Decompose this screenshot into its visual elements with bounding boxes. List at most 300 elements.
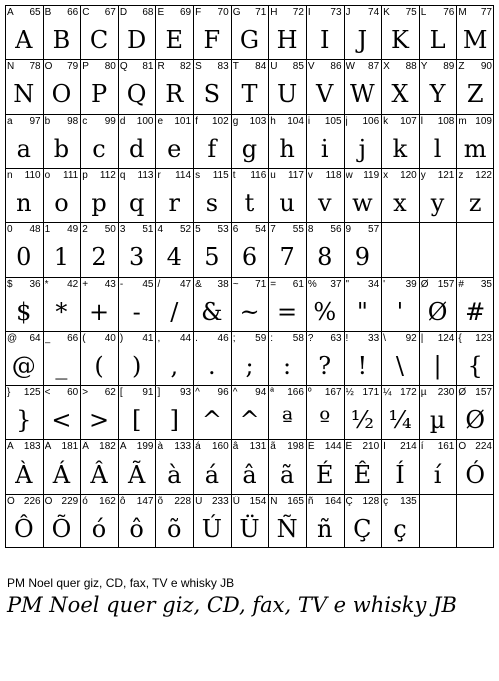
glyph-code: 171 [362,387,380,399]
glyph-label [120,387,154,399]
glyph-sample: @ [11,351,36,380]
glyph-cell [344,494,382,548]
glyph-cell [118,385,156,439]
glyph-char-label: w [345,169,353,181]
glyph-char-label: ^ [195,387,200,399]
glyph-code: 165 [287,495,304,507]
glyph-sample: % [313,297,337,326]
glyph-char-label: c [82,115,88,127]
glyph-label [421,441,455,453]
glyph-code: 75 [405,7,417,18]
glyph-code: 88 [405,61,417,73]
glyph-cell [419,277,457,331]
glyph-char-label: % [307,278,317,290]
glyph-char-label: Â [82,441,89,453]
glyph-label [120,333,154,345]
grid-line-horizontal [5,277,494,278]
glyph-label [195,224,229,236]
glyph-cell [193,494,231,548]
glyph-cell [155,222,193,276]
glyph-code: 123 [475,332,492,344]
glyph-char-label: { [458,332,462,344]
glyph-char-label: s [195,169,201,181]
glyph-char-label: A [7,7,14,18]
glyph-char-label: . [195,332,198,344]
glyph-label [458,7,492,19]
glyph-code: 124 [437,332,455,344]
glyph-char-label: * [44,278,49,290]
glyph-cell [5,5,43,59]
glyph-sample: õ [167,514,182,543]
grid-line-horizontal [5,385,494,386]
glyph-label [458,333,492,345]
glyph-code: 52 [179,224,192,236]
glyph-cell [381,168,419,222]
glyph-char-label: ( [82,332,86,344]
glyph-sample: a [16,134,31,163]
glyph-cell [268,5,306,59]
glyph-sample: e [167,134,182,163]
glyph-char-label: < [44,387,51,399]
glyph-sample: P [90,80,108,109]
glyph-char-label: 3 [119,224,126,236]
glyph-label [120,496,154,508]
glyph-cell [155,114,193,168]
glyph-label [45,170,79,182]
glyph-code: 199 [136,441,154,453]
glyph-char-label: X [383,61,390,73]
glyph-sample: É [315,460,334,489]
glyph-label [458,496,492,508]
glyph-label [7,496,41,508]
glyph-label [421,61,455,73]
glyph-char-label: Y [420,61,428,73]
glyph-cell [231,114,269,168]
glyph-sample: * [55,297,68,326]
glyph-label [383,116,417,128]
glyph-cell [419,59,457,113]
glyph-code: 67 [104,7,116,18]
glyph-sample: Í [395,460,405,489]
glyph-cell [231,59,269,113]
glyph-cell [306,222,344,276]
glyph-char-label: d [119,115,126,127]
glyph-cell [456,5,494,59]
glyph-sample: R [165,80,184,109]
glyph-code: 144 [324,441,342,453]
glyph-cell [306,168,344,222]
glyph-char-label: Ç [345,495,353,507]
glyph-char-label: ñ [307,495,314,507]
glyph-char-label: 1 [44,224,51,236]
glyph-char-label: _ [44,332,51,344]
glyph-cell [306,5,344,59]
glyph-sample: h [279,134,295,163]
glyph-char-label: m [458,115,467,127]
glyph-sample: Á [52,460,71,489]
glyph-label [270,333,304,345]
glyph-cell [231,331,269,385]
glyph-cell [5,59,43,113]
glyph-label [45,496,79,508]
glyph-sample: M [462,26,488,55]
glyph-sample: ! [357,351,368,380]
glyph-label [346,170,380,182]
glyph-sample: S [203,80,221,109]
glyph-sample: µ [429,406,446,435]
glyph-cell [381,331,419,385]
glyph-sample: t [244,189,255,218]
glyph-code: 35 [480,278,492,290]
glyph-label [458,387,492,399]
glyph-char-label: g [232,115,239,127]
glyph-cell [419,5,457,59]
glyph-cell [268,385,306,439]
glyph-sample: ¼ [388,406,412,435]
glyph-sample [456,510,494,548]
glyph-cell [80,5,118,59]
glyph-code: 43 [104,278,116,290]
glyph-code: 44 [179,332,192,344]
grid-line-horizontal [5,168,494,169]
glyph-cell [344,331,382,385]
glyph-cell [193,439,231,493]
glyph-cell [456,59,494,113]
glyph-sample: Ô [13,514,34,543]
glyph-sample: ñ [316,514,333,543]
glyph-sample: â [242,460,257,489]
glyph-char-label: Ñ [270,495,278,507]
glyph-label [157,387,191,399]
glyph-code: 120 [400,169,417,181]
glyph-cell [5,439,43,493]
glyph-cell [306,277,344,331]
glyph-label [7,224,41,236]
glyph-sample: | [433,351,442,380]
glyph-sample: í [433,460,442,489]
glyph-code: 78 [29,61,41,73]
glyph-label [45,116,79,128]
glyph-label [82,279,116,291]
glyph-code: 56 [330,224,342,236]
glyph-label [421,279,455,291]
glyph-sample: V [316,80,334,109]
glyph-sample: ' [396,297,404,326]
glyph-code: 63 [330,332,342,344]
glyph-char-label: 2 [82,224,88,236]
glyph-label [157,441,191,453]
glyph-cell [118,222,156,276]
glyph-sample: Ü [239,514,260,543]
glyph-code: 154 [249,495,267,507]
glyph-code: 109 [475,115,492,127]
glyph-char-label: # [458,278,464,290]
glyph-sample: Y [429,80,446,109]
glyph-label [195,333,229,345]
glyph-label [383,387,417,399]
glyph-sample: " [356,297,368,326]
glyph-char-label: t [232,169,236,181]
glyph-label [421,333,455,345]
glyph-label [120,116,154,128]
glyph-label [82,496,116,508]
glyph-char-label: S [195,61,202,73]
glyph-code: 79 [67,61,79,73]
glyph-sample: 3 [129,243,145,272]
glyph-code: 157 [475,387,492,399]
glyph-sample: B [52,26,71,55]
glyph-label [270,116,304,128]
glyph-char-label: ½ [345,387,354,399]
glyph-sample: I [319,26,330,55]
glyph-label [157,333,191,345]
glyph-cell [231,168,269,222]
glyph-cell [306,114,344,168]
glyph-label [233,496,267,508]
glyph-cell [43,59,81,113]
glyph-label [270,224,304,236]
grid-line-horizontal [5,222,494,223]
glyph-cell [5,168,43,222]
glyph-code: 131 [249,441,267,453]
glyph-sample: T [241,80,258,109]
glyph-label [421,496,455,508]
glyph-code: 36 [29,278,41,290]
glyph-cell [43,494,81,548]
glyph-cell [268,494,306,548]
glyph-char-label: ó [82,495,88,507]
glyph-code: 71 [255,7,267,18]
glyph-cell [344,385,382,439]
grid-line-horizontal [5,494,494,495]
glyph-cell [381,494,419,548]
glyph-char-label: > [82,387,89,399]
glyph-sample: n [16,189,32,218]
glyph-label [270,496,304,508]
glyph-sample: à [167,460,182,489]
glyph-cell [193,331,231,385]
glyph-sample: l [433,134,442,163]
glyph-sample: x [393,189,407,218]
glyph-code: 57 [368,224,380,236]
glyph-cell [80,439,118,493]
glyph-code: 61 [292,278,304,290]
glyph-code: 68 [142,7,154,18]
glyph-char-label: : [270,332,274,344]
glyph-label [45,387,79,399]
glyph-char-label: ' [383,278,386,290]
glyph-sample: U [276,80,298,109]
glyph-code: 86 [330,61,342,73]
glyph-label [458,441,492,453]
glyph-sample: 7 [279,243,295,272]
glyph-sample: $ [16,297,32,326]
glyph-code: 42 [67,278,79,290]
glyph-cell [381,277,419,331]
glyph-sample: = [277,297,298,326]
glyph-char-label: / [157,278,161,290]
glyph-cell [5,277,43,331]
glyph-char-label: z [458,169,464,181]
glyph-char-label: õ [157,495,164,507]
glyph-char-label: Ø [458,387,467,399]
glyph-sample: º [319,406,331,435]
glyph-code: 73 [330,7,342,18]
glyph-code: 162 [99,495,116,507]
glyph-label [120,7,154,19]
glyph-code: 198 [287,441,304,453]
glyph-label [383,224,417,236]
glyph-cell [155,277,193,331]
glyph-code: 161 [437,441,455,453]
glyph-code: 103 [249,115,267,127]
glyph-sample: Ø [465,406,486,435]
glyph-label [346,387,380,399]
glyph-cell [419,222,457,276]
glyph-label [233,441,267,453]
glyph-sample: Ó [465,460,486,489]
glyph-char-label: 4 [157,224,164,236]
glyph-char-label: U [270,61,278,73]
glyph-label [346,279,380,291]
glyph-sample: g [241,134,258,163]
glyph-char-label: b [44,115,51,127]
glyph-cell [43,222,81,276]
glyph-char-label: o [44,169,51,181]
grid-line-horizontal [5,547,494,548]
glyph-cell [306,439,344,493]
glyph-label [383,61,417,73]
glyph-char-label: Ô [7,495,15,507]
glyph-label [45,333,79,345]
glyph-code: 48 [29,224,41,236]
glyph-cell [43,331,81,385]
glyph-code: 92 [405,332,417,344]
glyph-label [120,170,154,182]
glyph-char-label: p [82,169,88,181]
glyph-char-label: M [458,7,467,18]
glyph-label [308,496,342,508]
glyph-label [233,224,267,236]
glyph-char-label: & [195,278,202,290]
glyph-cell [118,59,156,113]
glyph-char-label: P [82,61,89,73]
glyph-code: 226 [23,495,41,507]
glyph-label [308,387,342,399]
glyph-sample: c [92,134,106,163]
glyph-cell [419,385,457,439]
glyph-sample: á [204,460,220,489]
glyph-sample: G [239,26,260,55]
glyph-cell [193,277,231,331]
glyph-label [45,441,79,453]
glyph-label [383,170,417,182]
glyph-cell [118,168,156,222]
glyph-cell [155,494,193,548]
glyph-char-label: l [420,115,423,127]
glyph-char-label: ^ [232,387,238,399]
glyph-code: 102 [211,115,229,127]
glyph-code: 112 [99,169,116,181]
glyph-sample: } [16,406,32,435]
glyph-char-label: ã [270,441,276,453]
glyph-code: 51 [142,224,154,236]
glyph-label [82,441,116,453]
glyph-char-label: u [270,169,276,181]
glyph-sample: 0 [16,243,32,272]
glyph-code: 106 [362,115,380,127]
glyph-sample: i [320,134,329,163]
glyph-label [270,7,304,19]
glyph-label [308,441,342,453]
glyph-sample: W [350,80,375,109]
glyph-code: 69 [179,7,192,18]
glyph-label [82,61,116,73]
glyph-label [195,116,229,128]
glyph-cell [80,277,118,331]
glyph-code: 84 [255,61,267,73]
glyph-cell [118,494,156,548]
glyph-sample: j [358,134,367,163]
glyph-cell [306,59,344,113]
glyph-cell [419,494,457,548]
glyph-code: 39 [405,278,417,290]
glyph-cell [5,385,43,439]
glyph-sample: f [207,134,217,163]
glyph-label [383,441,417,453]
glyph-label [195,496,229,508]
glyph-sample: { [467,351,483,380]
glyph-label [120,61,154,73]
glyph-code: 115 [212,169,229,181]
glyph-char-label: v [307,169,313,181]
glyph-char-label: ! [345,332,349,344]
glyph-char-label: N [7,61,15,73]
glyph-char-label: ç [383,495,389,507]
glyph-char-label: - [119,278,124,290]
glyph-char-label: [ [119,387,123,399]
glyph-code: 128 [362,495,380,507]
glyph-code: 94 [255,387,267,399]
glyph-code: 38 [217,278,229,290]
glyph-code: 87 [368,61,380,73]
glyph-sample: v [317,189,332,218]
glyph-sample: Ñ [276,514,298,543]
glyph-cell [231,222,269,276]
glyph-code: 121 [437,169,455,181]
glyph-cell [43,385,81,439]
glyph-char-label: â [232,441,239,453]
glyph-cell [344,222,382,276]
sample-text-small: PM Noel quer giz, CD, fax, TV e whisky JB [7,576,235,590]
glyph-label [233,387,267,399]
glyph-cell [118,114,156,168]
glyph-sample: Z [466,80,484,109]
glyph-cell [268,331,306,385]
glyph-char-label: ? [307,332,314,344]
glyph-code: 100 [136,115,154,127]
glyph-sample: ^ [239,406,260,435]
glyph-sample: ; [245,351,254,380]
glyph-char-label: K [383,7,390,18]
glyph-cell [268,59,306,113]
glyph-label [7,387,41,399]
glyph-sample: O [51,80,72,109]
glyph-label [421,224,455,236]
glyph-char-label: h [270,115,276,127]
glyph-sample: K [390,26,409,55]
glyph-code: 49 [67,224,79,236]
